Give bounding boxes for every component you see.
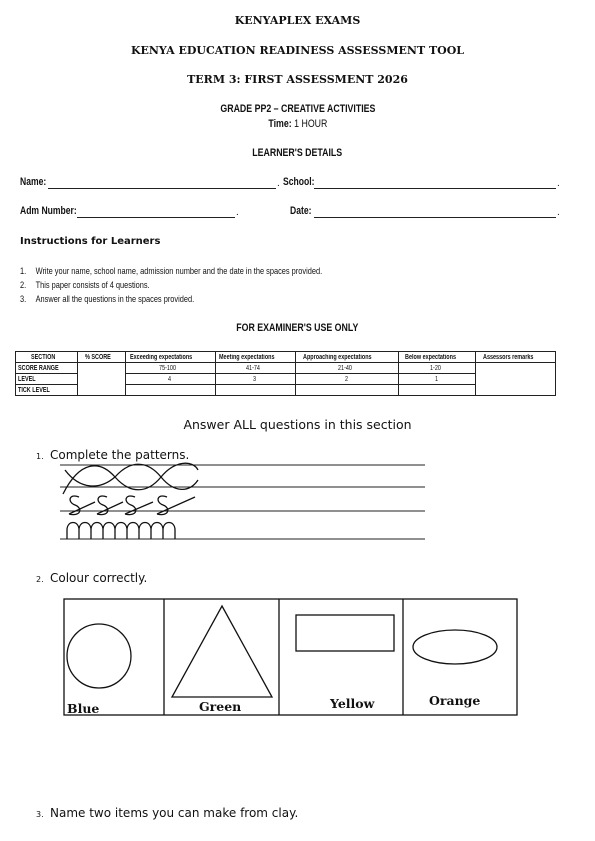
time-label: Time: [267, 118, 292, 130]
tick-cell[interactable] [399, 385, 476, 396]
circle-icon [67, 624, 131, 688]
examiner-heading: FOR EXAMINER'S USE ONLY [236, 322, 359, 334]
tick-cell[interactable] [125, 385, 215, 396]
adm-field-end: . [236, 207, 239, 218]
school-field[interactable] [314, 188, 556, 189]
instruction-item: 3. Answer all the questions in the spaces provided. [20, 294, 195, 305]
table-cell: 1 [399, 374, 476, 385]
table-header-row [16, 352, 556, 363]
table-header-cell: Meeting expectations [215, 352, 295, 363]
wave-pattern-icon [63, 463, 198, 494]
colour-shapes-panel [63, 595, 518, 719]
table-header-cell: SECTION [16, 352, 78, 363]
row-label: TICK LEVEL [16, 385, 78, 396]
assessors-remarks-cell[interactable] [476, 363, 556, 396]
adm-number-field[interactable] [77, 217, 235, 218]
school-field-end: . [557, 178, 560, 189]
tick-cell[interactable] [295, 385, 399, 396]
row-label: LEVEL [16, 374, 78, 385]
date-label: Date: [290, 205, 312, 217]
table-header-cell: Approaching expectations [295, 352, 399, 363]
instruction-item: 2. This paper consists of 4 questions. [20, 280, 150, 291]
school-label: School: [283, 176, 315, 188]
instruction-item: 1. Write your name, school name, admission number and the date in the spaces provided. [20, 266, 323, 277]
exam-provider-title: KENYAPLEX EXAMS [234, 14, 361, 27]
date-field[interactable] [314, 217, 556, 218]
hump-pattern-icon [67, 523, 175, 540]
section-heading: Answer ALL questions in this section [183, 417, 412, 432]
shape-label: Orange [429, 693, 481, 708]
s-pattern-icon [69, 496, 195, 515]
question-2: 2. Colour correctly. [36, 571, 148, 585]
table-header-cell: % SCORE [77, 352, 125, 363]
time-value: 1 HOUR [293, 118, 327, 130]
table-cell: 2 [295, 374, 399, 385]
table-header-cell: Below expectations [399, 352, 476, 363]
shape-label: Blue [67, 701, 100, 716]
table-cell: 4 [125, 374, 215, 385]
grade-title: GRADE PP2 – CREATIVE ACTIVITIES [219, 103, 375, 115]
time-line [0, 118, 595, 130]
name-field-end: . [277, 178, 280, 189]
table-cell: 21-40 [295, 363, 399, 374]
table-cell: 75-100 [125, 363, 215, 374]
oval-icon [413, 630, 497, 664]
instructions-heading: Instructions for Learners [20, 236, 161, 247]
name-label: Name: [20, 176, 47, 188]
table-cell: 41-74 [215, 363, 295, 374]
table-cell: 1-20 [399, 363, 476, 374]
tick-cell[interactable] [215, 385, 295, 396]
name-field[interactable] [48, 188, 276, 189]
learner-details-heading: LEARNER'S DETAILS [252, 147, 343, 159]
adm-number-label: Adm Number: [20, 205, 77, 217]
table-header-cell: Assessors remarks [476, 352, 556, 363]
term-title: TERM 3: FIRST ASSESSMENT 2026 [187, 73, 408, 86]
question-1: 1. Complete the patterns. [36, 448, 190, 462]
table-row [16, 363, 556, 374]
shape-label: Green [199, 699, 242, 714]
percent-score-cell[interactable] [77, 363, 125, 396]
rectangle-icon [296, 615, 394, 651]
triangle-icon [172, 606, 272, 697]
question-3: 3. Name two items you can make from clay. [36, 806, 299, 820]
date-field-end: . [557, 207, 560, 218]
table-header-cell: Exceeding expectations [125, 352, 215, 363]
row-label: SCORE RANGE [16, 363, 78, 374]
table-cell: 3 [215, 374, 295, 385]
pattern-worksheet [55, 460, 430, 550]
shape-label: Yellow [330, 696, 375, 711]
assessment-tool-title: KENYA EDUCATION READINESS ASSESSMENT TOOL [130, 44, 465, 57]
examiner-table [15, 351, 556, 396]
